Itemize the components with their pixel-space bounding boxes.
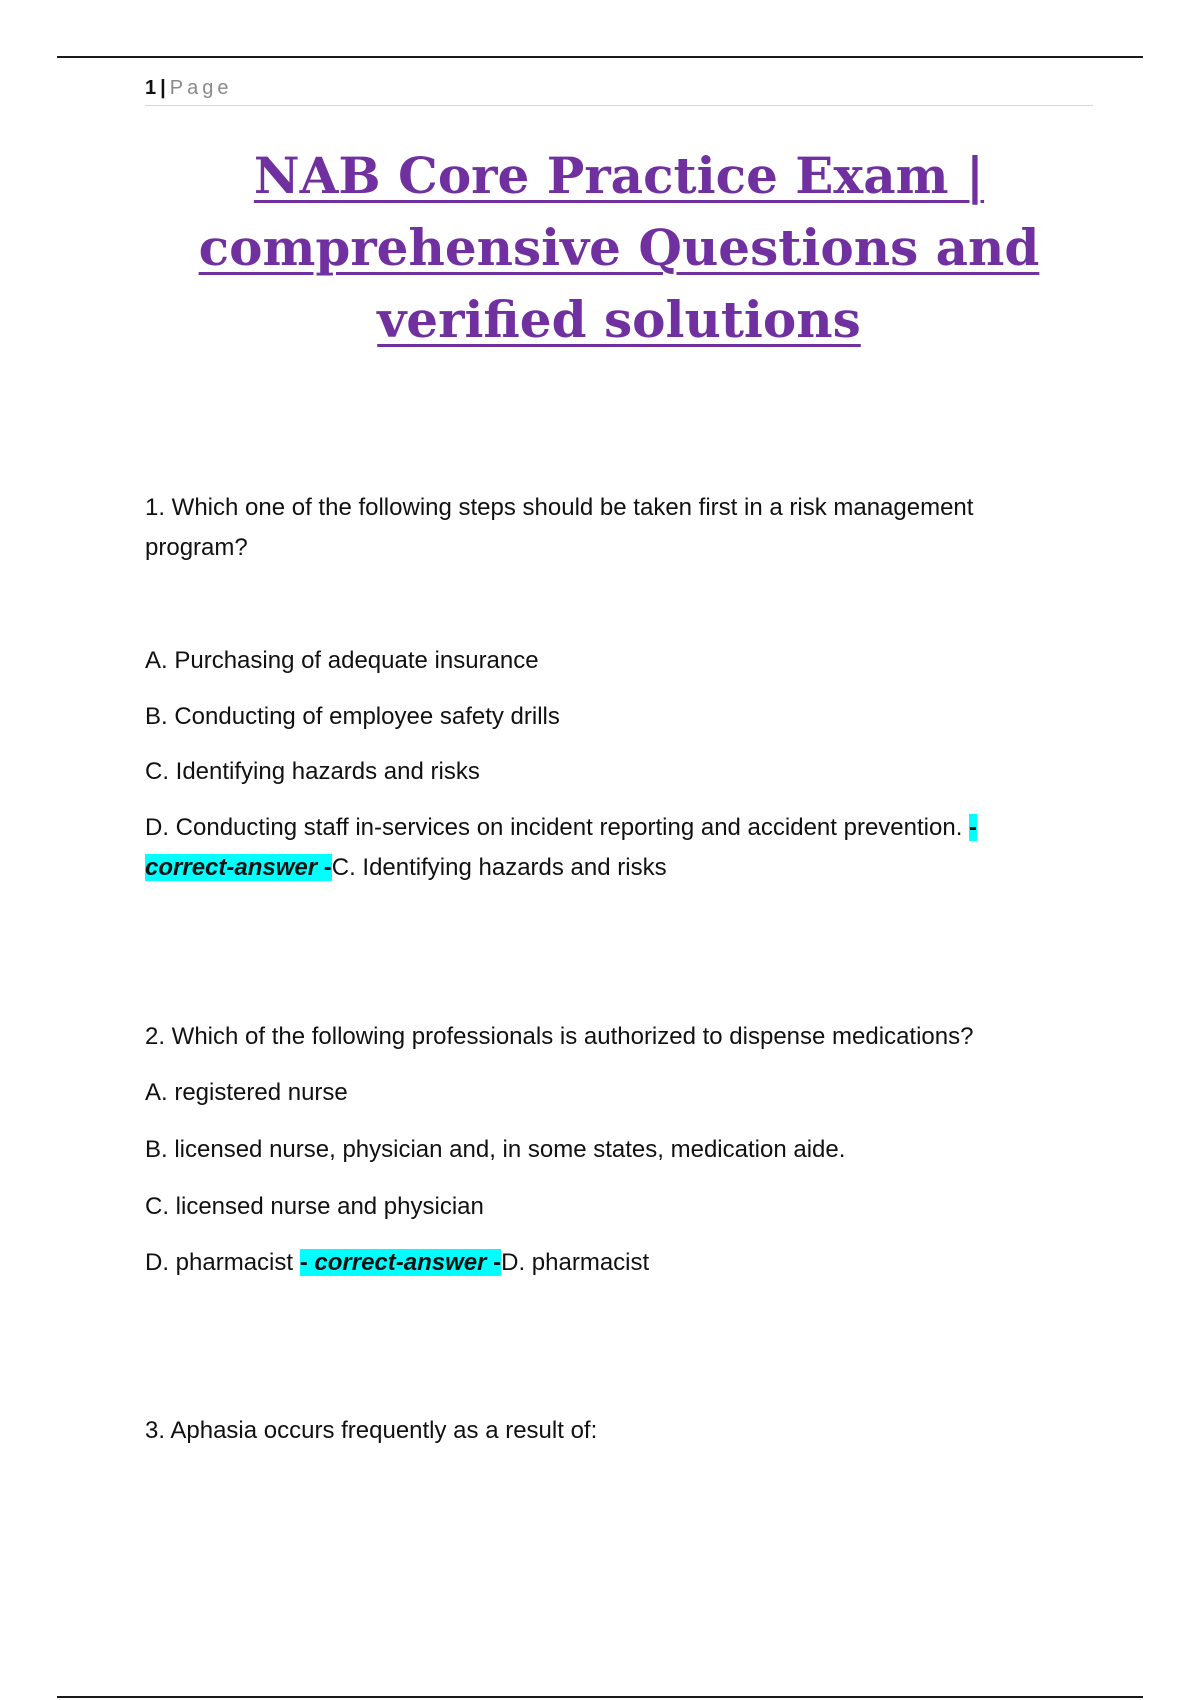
question-2-answer-label: correct-answer xyxy=(314,1249,487,1276)
question-2-answer-dash: - xyxy=(299,1249,315,1276)
question-2-option-a: A. registered nurse xyxy=(145,1079,348,1106)
question-1-answer-line xyxy=(145,848,1075,888)
question-1-answer-highlight xyxy=(145,854,332,881)
question-1-option-c: C. Identifying hazards and risks xyxy=(145,758,480,785)
question-3-text: 3. Aphasia occurs frequently as a result of: xyxy=(145,1417,598,1444)
title-line-2: comprehensive Questions and xyxy=(198,218,1040,277)
question-2-text: 2. Which of the following professionals is authorized to dispense medications? xyxy=(145,1023,974,1050)
question-2-answer-trail: - xyxy=(486,1249,502,1276)
question-2-option-c: C. licensed nurse and physician xyxy=(145,1193,484,1220)
page-header-separator: | xyxy=(160,77,166,99)
question-1-option-a: A. Purchasing of adequate insurance xyxy=(145,647,539,674)
question-1-answer-trail: - xyxy=(317,854,332,881)
question-1-answer-label: correct-answer xyxy=(145,854,318,881)
title-line-3: verified solutions xyxy=(377,290,861,349)
question-1-option-d-line xyxy=(145,808,1075,848)
page-header xyxy=(145,74,1093,106)
question-1-answer-text: C. Identifying hazards and risks xyxy=(331,854,667,881)
question-1-option-d: D. Conducting staff in-services on incident reporting and accident prevention. xyxy=(145,814,963,841)
question-1-text-line-2: program? xyxy=(145,534,248,561)
page-number: 1 xyxy=(145,77,157,99)
question-2-answer-text: D. pharmacist xyxy=(501,1249,650,1276)
question-2-option-d-line xyxy=(145,1243,1075,1283)
question-1-option-b: B. Conducting of employee safety drills xyxy=(145,703,560,730)
question-1-answer-dash: - xyxy=(969,814,978,841)
document-title xyxy=(145,140,1093,356)
page-label: Page xyxy=(169,77,233,99)
question-1-text-line-1: 1. Which one of the following steps should be taken first in a risk management xyxy=(145,494,974,521)
bottom-border-rule xyxy=(57,1696,1143,1698)
top-border-rule xyxy=(57,56,1143,58)
question-2-option-d: D. pharmacist xyxy=(145,1249,294,1276)
question-2-answer-highlight xyxy=(300,1249,501,1276)
question-2-option-b: B. licensed nurse, physician and, in some states, medication aide. xyxy=(145,1136,846,1163)
title-line-1: NAB Core Practice Exam | xyxy=(253,146,985,205)
